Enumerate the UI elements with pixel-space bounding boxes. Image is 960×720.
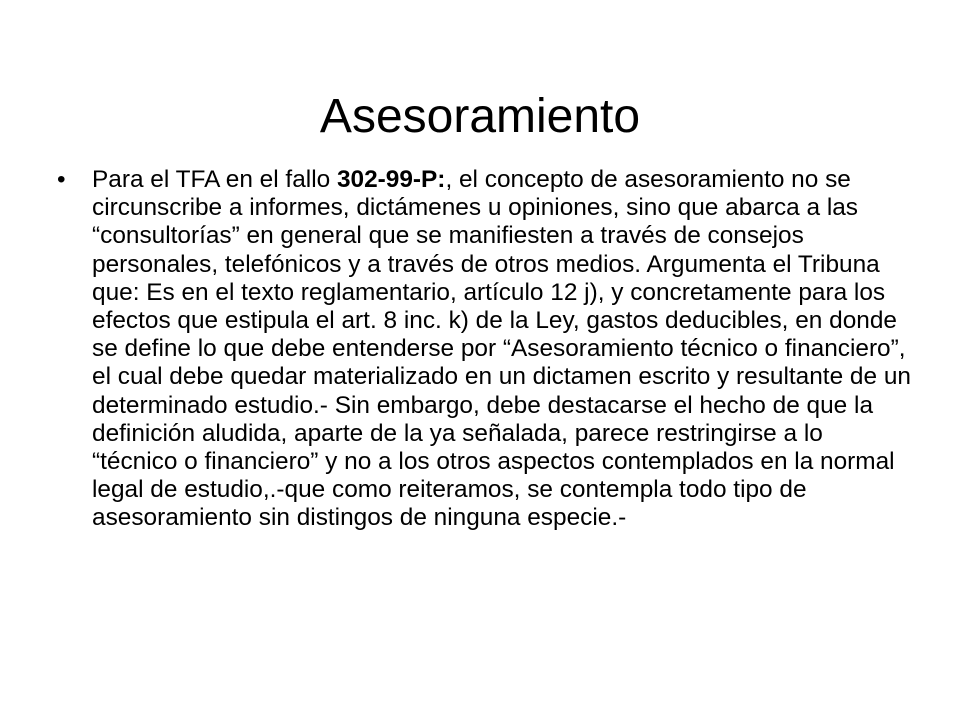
slide-body [57,166,912,533]
bullet-icon: • [57,166,66,193]
slide-title: Asesoramiento [319,90,641,144]
bullet-item [57,166,912,533]
case-reference: 302-99-P: [336,166,446,193]
bullet-text-before: Para el TFA en el fallo [92,166,337,193]
bullet-text-after: , el concepto de asesoramiento no se circunscribe a informes, dictámenes u opiniones, sino que abarca a las “consultorías” en general que se manifiesten a través de consejos personales, telefónicos y a través de otros medios. Argumenta el Tribuna que: Es en el texto reglamentario, artículo 12 j), y concretamente para los efectos que estipula el art. 8 inc. k) de la Ley, gastos deducibles, en donde se define lo que debe entenderse por “Asesoramiento técnico o financiero”, el cual debe quedar materializado en un dictamen escrito y resultante de un determinado estudio.- Sin embargo, debe destacarse el hecho de que la definición aludida, aparte de la ya señalada, parece restringirse a lo “técnico o financiero” y no a los otros aspectos contemplados en la normal legal de estudio,.-que como reiteramos, se contempla todo tipo de asesoramiento sin distingos de ninguna especie.- [92,166,911,532]
